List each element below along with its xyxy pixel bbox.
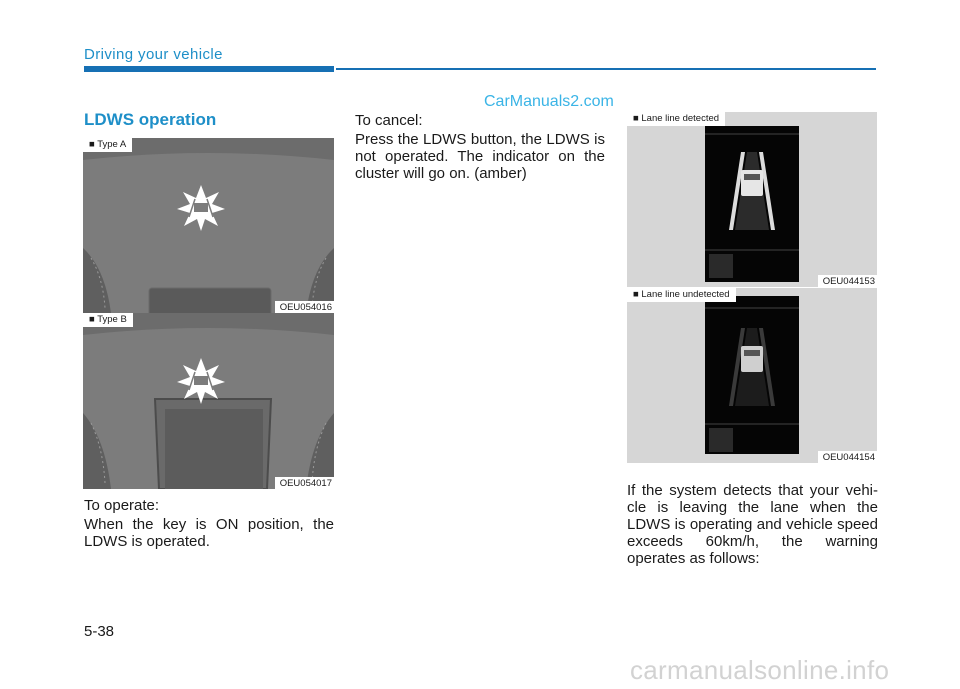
section-title: Driving your vehicle	[84, 46, 223, 63]
operate-title: To operate:	[84, 497, 160, 514]
header-rule-thick	[84, 66, 334, 72]
cancel-title: To cancel:	[355, 112, 423, 129]
footer-watermark: carmanualsonline.info	[630, 655, 890, 685]
figure-label: ■ Type A	[83, 138, 132, 152]
figure-label: ■ Type B	[83, 313, 133, 327]
figure-type-a	[83, 138, 334, 313]
operate-text: When the key is ON position, the LDWS is operated.	[84, 516, 334, 550]
figure-label: ■ Lane line undetected	[627, 288, 736, 302]
cluster-illustration	[83, 313, 334, 489]
figure-code: OEU044154	[818, 451, 877, 463]
figure-type-b	[83, 313, 334, 489]
figure-lane-undetected	[627, 288, 877, 463]
cancel-text: Press the LDWS button, the LDWS is not operated. The indicator on the cluster will go on. (amber)	[355, 131, 605, 182]
lane-display-illustration	[627, 288, 877, 463]
lane-display-illustration	[627, 112, 877, 287]
figure-label: ■ Lane line detected	[627, 112, 725, 126]
warning-text: If the system detects that your vehi-cle is leaving the lane when the LDWS is operating and vehicle speed exceeds 60km/h, the warning operates as follows:	[627, 482, 878, 567]
watermark-link[interactable]: CarManuals2.com	[484, 93, 614, 110]
page-heading: LDWS operation	[84, 110, 217, 129]
header-rule-thin	[336, 68, 876, 70]
figure-code: OEU054017	[275, 477, 334, 489]
cluster-illustration	[83, 138, 334, 313]
figure-lane-detected	[627, 112, 877, 287]
figure-code: OEU054016	[275, 301, 334, 313]
page-number: 5-38	[84, 623, 115, 640]
figure-code: OEU044153	[818, 275, 877, 287]
